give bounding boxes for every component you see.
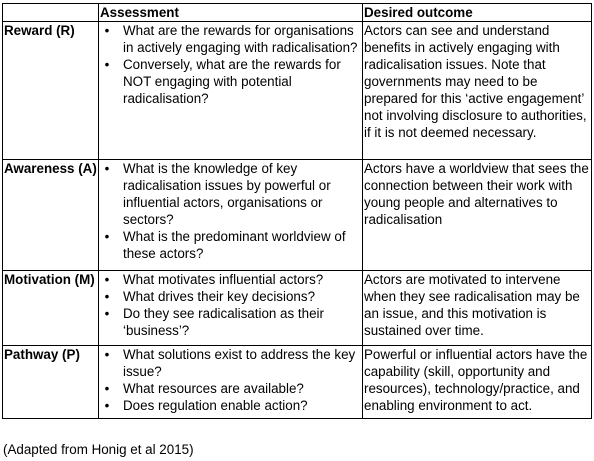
table-row-awareness xyxy=(3,160,592,271)
assessment-cell-awareness xyxy=(99,160,363,271)
header-assessment: Assessment xyxy=(99,4,363,22)
outcome-cell-pathway xyxy=(363,346,592,419)
row-label-pathway: Pathway (P) xyxy=(3,346,99,419)
outcome-cell-motivation xyxy=(363,271,592,346)
bullet-icon: • xyxy=(104,272,110,287)
list-item xyxy=(100,397,361,414)
bullet-icon: • xyxy=(104,23,110,38)
outcome-cell-reward xyxy=(363,22,592,160)
list-item xyxy=(100,305,361,339)
assessment-text: What is the knowledge of key radicalisation issues by powerful or influential actors, organisations or sectors? xyxy=(123,161,331,227)
list-item xyxy=(100,228,361,262)
assessment-text: What resources are available? xyxy=(123,381,304,396)
assessment-text: What drives their key decisions? xyxy=(123,289,316,304)
row-label-motivation: Motivation (M) xyxy=(3,271,99,346)
bullet-icon: • xyxy=(104,229,110,244)
source-caption: (Adapted from Honig et al 2015) xyxy=(3,442,194,457)
header-desired-outcome: Desired outcome xyxy=(363,4,592,22)
table-row-pathway xyxy=(3,346,592,419)
assessment-cell-reward xyxy=(99,22,363,160)
assessment-table xyxy=(2,3,592,419)
list-item xyxy=(100,56,361,107)
list-item xyxy=(100,380,361,397)
outcome-text: Actors can see and understand benefits in actively engaging with radicalisation issues. Note that governments may need to be prepared for this ‘active engagement’ not involving disclosure to authorities, if it is not deemed necessary. xyxy=(364,23,587,140)
outcome-text: Actors are motivated to intervene when they see radicalisation may be an issue, and this motivation is sustained over time. xyxy=(364,272,580,338)
row-label-reward: Reward (R) xyxy=(3,22,99,160)
assessment-text: What is the predominant worldview of these actors? xyxy=(123,229,346,261)
outcome-cell-awareness xyxy=(363,160,592,271)
list-item xyxy=(100,22,361,56)
assessment-text: Does regulation enable action? xyxy=(123,398,308,413)
assessment-text: What motivates influential actors? xyxy=(123,272,324,287)
assessment-text: What are the rewards for organisations in actively engaging with radicalisation? xyxy=(123,23,358,55)
outcome-text: Powerful or influential actors have the capability (skill, opportunity and resources), technology/practice, and enabling environment to act. xyxy=(364,347,588,413)
assessment-text: Conversely, what are the rewards for NOT engaging with potential radicalisation? xyxy=(123,57,341,106)
list-item xyxy=(100,271,361,288)
outcome-text: Actors have a worldview that sees the connection between their work with young people and alternatives to radicalisation xyxy=(364,161,589,227)
bullet-icon: • xyxy=(104,306,110,321)
assessment-text: Do they see radicalisation as their ‘business’? xyxy=(123,306,324,338)
table-header-row xyxy=(3,4,592,22)
bullet-icon: • xyxy=(104,398,110,413)
bullet-icon: • xyxy=(104,161,110,176)
table-row-reward xyxy=(3,22,592,160)
header-empty-cell xyxy=(3,4,99,22)
list-item xyxy=(100,160,361,228)
assessment-list xyxy=(100,346,361,414)
assessment-list xyxy=(100,271,361,339)
assessment-text: What solutions exist to address the key issue? xyxy=(123,347,356,379)
bullet-icon: • xyxy=(104,381,110,396)
bullet-icon: • xyxy=(104,347,110,362)
assessment-list xyxy=(100,160,361,262)
table-row-motivation xyxy=(3,271,592,346)
assessment-cell-motivation xyxy=(99,271,363,346)
bullet-icon: • xyxy=(104,57,110,72)
assessment-list xyxy=(100,22,361,107)
list-item xyxy=(100,288,361,305)
list-item xyxy=(100,346,361,380)
row-label-awareness: Awareness (A) xyxy=(3,160,99,271)
assessment-cell-pathway xyxy=(99,346,363,419)
bullet-icon: • xyxy=(104,289,110,304)
